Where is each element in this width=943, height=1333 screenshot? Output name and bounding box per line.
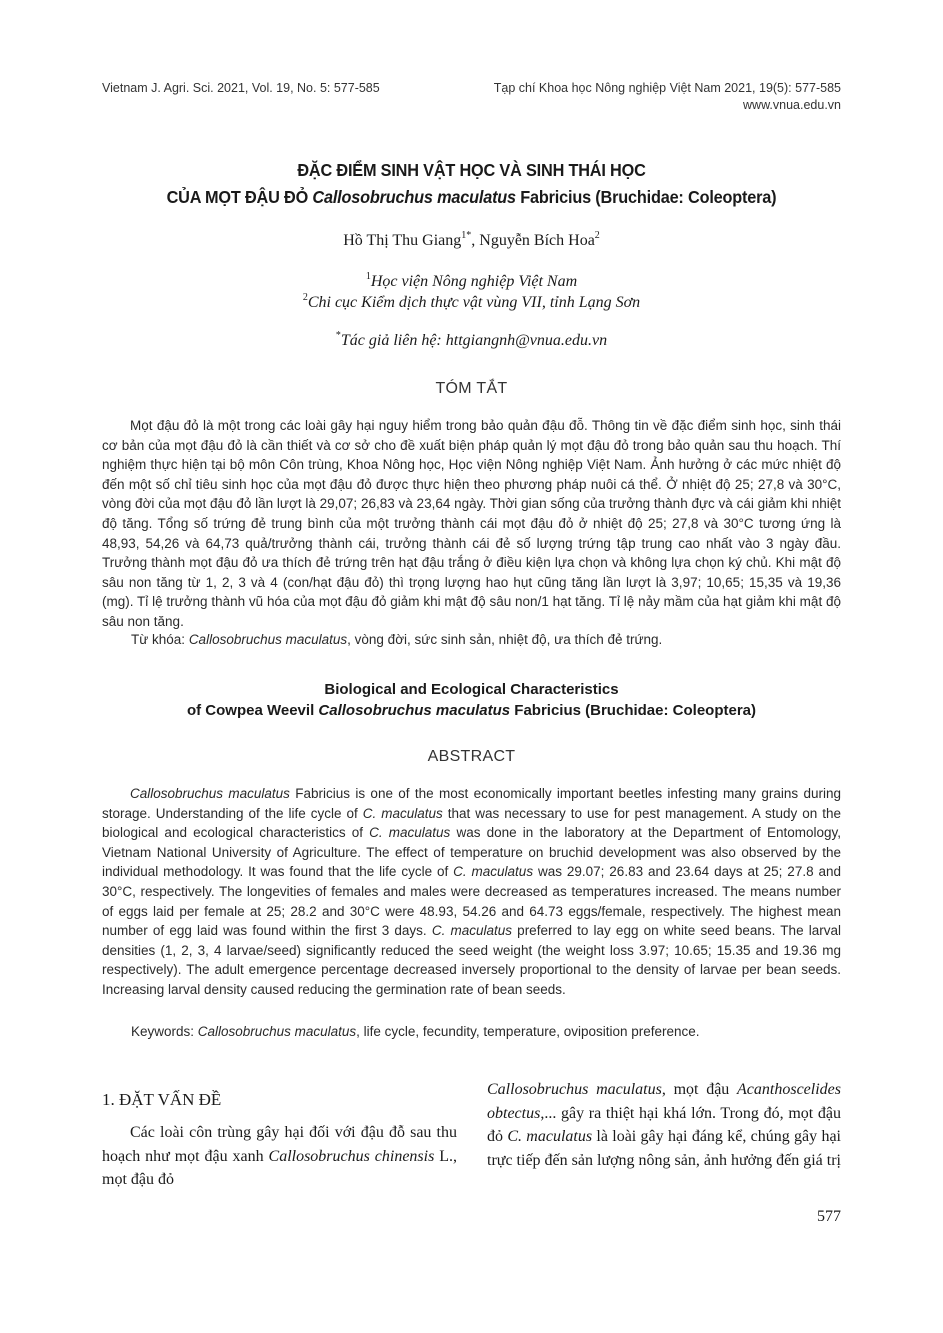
intro-right-species-3: C. maculatus [507, 1128, 593, 1145]
intro-right-column [487, 1078, 841, 1172]
keywords-vi-rest: , vòng đời, sức sinh sản, nhiệt độ, ưa thích đẻ trứng. [347, 632, 663, 647]
journal-citation-vi [494, 80, 841, 114]
keywords-en-rest: , life cycle, fecundity, temperature, oviposition preference. [356, 1024, 700, 1039]
author-list [0, 232, 943, 250]
affiliation-1-text: Học viện Nông nghiệp Việt Nam [370, 273, 578, 290]
author-separator: , [471, 232, 480, 249]
title-en-line2 [0, 702, 943, 719]
intro-right-mid-2: ,... gây ra thiệt hại khá lớn. Trong đó, mọt đậu đỏ [487, 1104, 841, 1145]
keywords-vi [131, 632, 662, 647]
title-vi-line1: ĐẶC ĐIỂM SINH VẬT HỌC VÀ SINH THÁI HỌC [297, 160, 646, 180]
title-en-line2-post: Fabricius (Bruchidae: Coleoptera) [510, 702, 756, 719]
corresponding-author-email[interactable]: Tác giả liên hệ: httgiangnh@vnua.edu.vn [340, 332, 608, 349]
abstract-part-4: was 29.07; 26.83 and 23.64 days at 25; 27.8 and 30°C, respectively. The longevities of females and males were decreased as temperatures increased. The means number of eggs laid per female at 25; 28.2 and 30°C were 48.93, 54.26 and 64.73 eggs/female, respectively. The highest mean number of egg laid was found within the first 3 days. [102, 864, 842, 939]
keywords-vi-species: Callosobruchus maculatus [188, 632, 348, 647]
abstract-species-2: C. maculatus [362, 805, 443, 821]
title-vi-line2-post: Fabricius (Bruchidae: Coleoptera) [515, 187, 777, 207]
intro-right-post: là loài gây hại đáng kể, chúng gây hại trực tiếp đến sản lượng nông sản, ảnh hưởng đến giá trị [487, 1128, 842, 1169]
abstract-species-3: C. maculatus [369, 825, 451, 841]
abstract-species-4: C. maculatus [453, 864, 534, 880]
abstract-heading: ABSTRACT [427, 748, 516, 765]
author-1-affil-mark: 1* [461, 230, 472, 241]
journal-citation-vi-line: Tạp chí Khoa học Nông nghiệp Việt Nam 2021, 19(5): 577-585 [493, 81, 841, 95]
abstract-species-5: C. maculatus [431, 923, 513, 939]
abstract-species-1: Callosobruchus maculatus [130, 786, 290, 801]
affiliation-1 [0, 273, 943, 291]
abstract-part-2: that was necessary to use for pest management. A study on the biological and ecological characteristics of [102, 805, 841, 841]
summary-vi-text: Mọt đậu đỏ là một trong các loài gây hại nguy hiểm trong bảo quản đậu đỗ. Thông tin về đặc điểm sinh học, sinh thái cơ bản của mọt đậu đỏ là cần thiết và cơ sở cho đề xuất biện pháp quản lý mọt đậu đỏ trong bảo quản sau thu hoạch. Thí nghiệm thực hiện tại bộ môn Côn trùng, Khoa Nông học, Học viện Nông nghiệp Việt Nam. Ảnh hưởng ở các mức nhiệt độ đến một số chỉ tiêu sinh học của mọt đậu đỏ được thực hiện theo phương pháp nuôi cá thể. Ở nhiệt độ 25; 27,8 và 30°C, vòng đời của mọt đậu đỏ lần lượt là 29,07; 26,83 và 23,64 ngày. Thời gian sống của trưởng thành đực và cái giảm khi nhiệt độ tăng. Tổng số trứng đẻ trung bình của một trưởng thành cái mọt đậu đỏ ở nhiệt độ 25; 27,8 và 30°C tương ứng là 48,93, 54,26 và 64,73 quả/trưởng thành cái, trưởng thành cái đẻ số lượng trứng tập trung cao nhất vào 3 ngày đầu. Trưởng thành mọt đậu đỏ ưa thích đẻ trứng trên hạt đậu trắng ở điều kiện lựa chọn và không lựa chọn ký chủ. Khi mật độ sâu non tăng từ 1, 2, 3 và 4 (con/hạt đậu đỏ) thì trọng lượng hao hụt cũng tăng lần lượt là 3,97; 10,65; 15,35 và 19,36 (mg). Tỉ lệ trưởng thành vũ hóa của mọt đậu đỏ giảm khi mật độ sâu non/1 hạt tăng. Tỉ lệ nảy mầm của hạt giảm khi mật độ sâu non tăng. [102, 418, 841, 629]
keywords-en [131, 1024, 700, 1039]
page-number: 577 [817, 1208, 841, 1225]
journal-website: www.vnua.edu.vn [743, 98, 841, 112]
keywords-vi-label: Từ khóa: [131, 632, 189, 647]
keywords-en-species: Callosobruchus maculatus [197, 1024, 357, 1039]
title-en-line2-pre: of Cowpea Weevil [186, 702, 319, 719]
journal-citation-en: Vietnam J. Agri. Sci. 2021, Vol. 19, No. 5: 577-585 [102, 81, 380, 95]
abstract-part-3: was done in the laboratory at the Department of Entomology, Vietnam National University of Agriculture. The effect of temperature on bruchid development was also observed by the individual methodology. It was found that the life cycle of [102, 825, 841, 880]
intro-right-mid-1: , mọt đậu [661, 1081, 738, 1098]
title-vi-species: Callosobruchus maculatus [312, 187, 516, 207]
affiliation-2-text: Chi cục Kiểm dịch thực vật vùng VII, tỉnh Lạng Sơn [307, 294, 641, 311]
author-2: Nguyễn Bích Hoa [479, 232, 595, 249]
intro-left-column [102, 1121, 457, 1192]
title-en-species: Callosobruchus maculatus [318, 702, 511, 719]
intro-left-species: Callosobruchus chinensis [268, 1147, 435, 1165]
section-heading-intro: 1. ĐẶT VẤN ĐỀ [102, 1090, 222, 1109]
corresponding-mark: * [335, 330, 341, 341]
summary-vi-heading: TÓM TẮT [435, 380, 508, 397]
affiliation-2 [0, 294, 943, 312]
title-vi-line2-pre: CỦA MỌT ĐẬU ĐỎ [166, 187, 313, 207]
intro-right-species-2: Acanthoscelides obtectus [487, 1081, 841, 1122]
author-2-affil-mark: 2 [594, 230, 600, 241]
affiliation-1-mark: 1 [365, 271, 371, 282]
title-en-line1: Biological and Ecological Characteristics [324, 681, 619, 698]
keywords-en-label: Keywords: [131, 1024, 198, 1039]
author-1: Hồ Thị Thu Giang [343, 232, 462, 249]
intro-left-pre: Các loài côn trùng gây hại đối với đậu đỗ sau thu hoạch như mọt đậu xanh [102, 1124, 457, 1165]
affiliation-2-mark: 2 [302, 292, 308, 303]
intro-right-species-1: Callosobruchus maculatus [487, 1081, 662, 1098]
intro-left-post: L., mọt đậu đỏ [102, 1147, 458, 1188]
abstract-part-1: Fabricius is one of the most economically important beetles infesting many grains during storage. Understanding of the life cycle of [102, 786, 841, 821]
corresponding-author [0, 332, 943, 350]
abstract-part-5: preferred to lay egg on white seed beans. The larval densities (1, 2, 3, 4 larvae/seed) significantly reduced the seed weight (the weight loss 3.97; 10.65; 15.35 and 19.36 mg respectively). The adult emergence percentage decreased inversely proportional to the density of larvae per bean seeds. Increasing larval density caused reducing the germination rate of bean seeds. [102, 923, 841, 997]
abstract-text [102, 784, 841, 1000]
title-vi-line2 [33, 187, 910, 208]
